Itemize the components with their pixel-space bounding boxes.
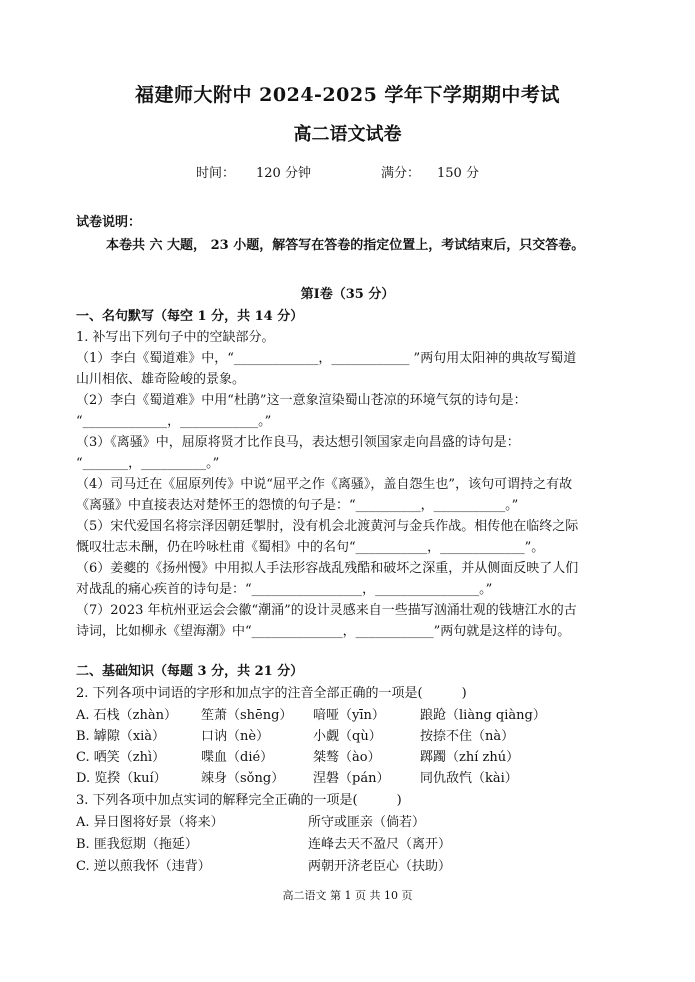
q2-option: 涅磐（pán） (313, 771, 390, 786)
q2-option: 踯躅（zhí zhú） (420, 750, 520, 765)
q2-option: 桀骜（ào） (313, 750, 381, 765)
q1-line: （5）宋代爱国名将宗泽因朝廷掣肘，没有机会北渡黄河与金兵作战。相传他在临终之际 (76, 519, 579, 534)
score-value: 150 分 (437, 166, 479, 181)
exam-subtitle: 高二语文试卷 (293, 124, 402, 145)
q2-option: 踉跄（liàng qiàng） (420, 708, 546, 723)
q3-stem: 3. 下列各项中加点实词的解释完全正确的一项是( ) (76, 793, 402, 808)
q2-option: A. 石栈（zhàn） (76, 708, 177, 723)
q2-option: 喑哑（yīn） (313, 708, 385, 723)
q1-line: （2）李白《蜀道难》中用“杜鹃”这一意象渲染蜀山苍凉的环境气氛的诗句是： (76, 393, 527, 408)
q3-option: 连峰去天不盈尺（离开） (308, 837, 452, 852)
score-label: 满分： (381, 166, 421, 181)
q1-line: （6）姜夔的《扬州慢》中用拟人手法形容战乱残酷和破坏之深重，并从侧面反映了人们 (76, 561, 579, 576)
instructions-text: 本卷共 六 大题， 23 小题，解答写在答卷的指定位置上，考试结束后，只交答卷。 (106, 238, 585, 253)
q2-option: 按捺不住（nà） (420, 729, 515, 744)
section1-heading: 一、名句默写（每空 1 分，共 14 分） (76, 309, 304, 324)
q1-line: 对战乱的痛心疾首的诗句是：“_________________，________________。” (76, 582, 493, 597)
q3-option: B. 匪我愆期（拖延） (76, 837, 198, 852)
page-footer: 高二语文 第 1 页 共 10 页 (282, 889, 413, 902)
q2-option: 小觑（qù） (313, 729, 382, 744)
q2-option: D. 览揆（kuí） (76, 771, 167, 786)
q2-option: B. 罅隙（xià） (76, 729, 166, 744)
q1-stem: 1. 补写出下列句子中的空缺部分。 (76, 330, 275, 345)
q3-option: C. 逆以煎我怀（违背） (76, 859, 211, 874)
q1-line: “_____________，____________。” (76, 414, 272, 429)
q1-line: 山川相依、雄奇险峻的景象。 (76, 372, 246, 387)
q1-line: （4）司马迁在《屈原列传》中说“屈平之作《离骚》，盖自怨生也”，该句可谓持之有故 (76, 477, 573, 492)
q1-line: （1）李白《蜀道难》中，“_____________，____________ ”两句用太阳神的典故写蜀道 (76, 351, 577, 366)
q1-line: “_______，__________。” (76, 456, 220, 471)
time-value: 120 分钟 (256, 166, 311, 181)
q3-option: 所守或匪亲（倘若） (308, 815, 426, 830)
section2-heading: 二、基础知识（每题 3 分，共 21 分） (76, 664, 304, 679)
instructions-heading: 试卷说明： (76, 215, 142, 230)
q2-option: 喋血（dié） (201, 750, 274, 765)
q1-line: （3）《离骚》中，屈原将贤才比作良马，表达想引领国家走向昌盛的诗句是： (76, 435, 520, 450)
q1-line: 《离骚》中直接表达对楚怀王的怨愤的句子是：“__________，___________。” (76, 498, 519, 513)
q2-stem: 2. 下列各项中词语的字形和加点字的注音全部正确的一项是( ) (76, 686, 467, 701)
q2-option: C. 哂笑（zhì） (76, 750, 166, 765)
q2-option: 口讷（nè） (201, 729, 270, 744)
time-label: 时间： (196, 166, 236, 181)
q1-line: 诗词，比如柳永《望海潮》中“______________，____________”两句就是这样的诗句。 (76, 624, 571, 639)
exam-title: 福建师大附中 2024-2025 学年下学期期中考试 (135, 84, 560, 106)
q3-option: 两朝开济老臣心（扶助） (308, 859, 452, 874)
q2-option: 笙萧（shēng） (201, 708, 293, 723)
q1-line: 慨叹壮志未酬，仍在吟咏杜甫《蜀相》中的名句“___________，_____________”。 (76, 540, 545, 555)
q3-option: A. 异日图将好景（将来） (76, 815, 224, 830)
q2-option: 同仇敌忾（kài） (420, 771, 518, 786)
q1-line: （7）2023 年杭州亚运会会徽“潮涌”的设计灵感来自一些描写汹涌壮观的钱塘江水的古 (76, 603, 577, 618)
q2-option: 竦身（sǒng） (201, 771, 285, 786)
part1-title: 第Ⅰ卷（35 分） (300, 287, 395, 302)
